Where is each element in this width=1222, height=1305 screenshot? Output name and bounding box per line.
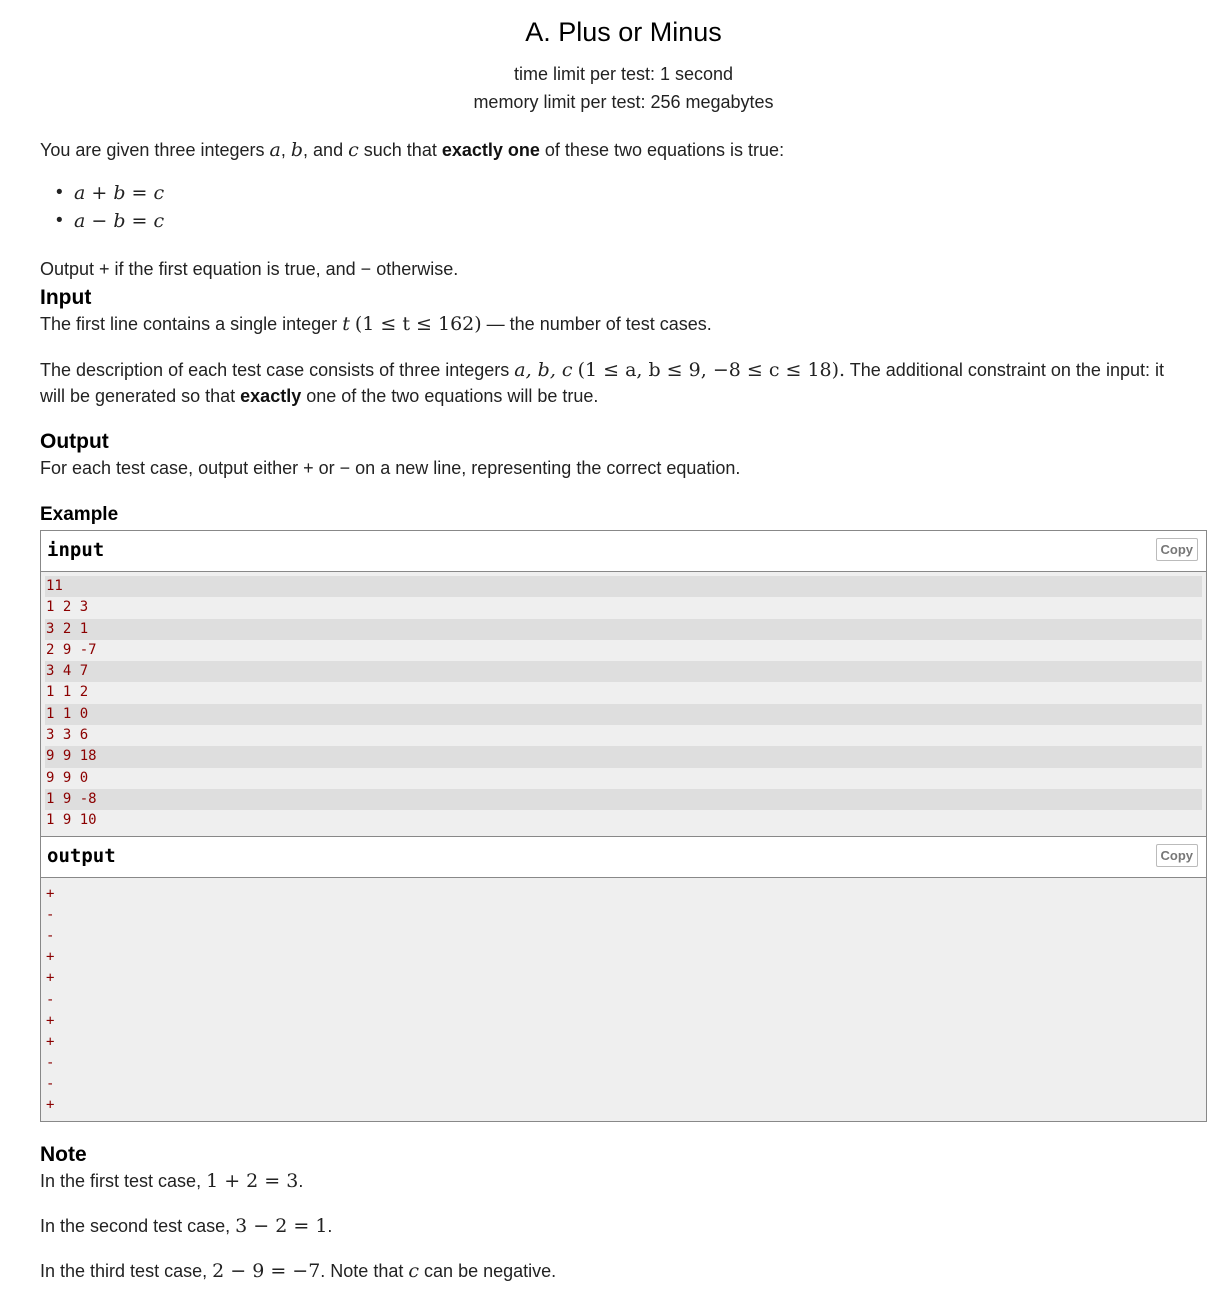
note-var-c: c	[408, 1259, 420, 1282]
output-label: output	[47, 844, 116, 867]
note-line3-mid: . Note that	[320, 1260, 404, 1281]
note-line3	[40, 1258, 1207, 1284]
equation-list	[40, 179, 1207, 235]
input-block	[41, 572, 1206, 836]
copy-output-button[interactable]: Copy	[1156, 844, 1199, 867]
note-line1: In the first test case, 1 + 2 = 3.	[40, 1169, 304, 1192]
input-line: 1 1 0	[45, 704, 1202, 725]
input-line1-prefix: The first line contains a single integer	[40, 314, 338, 334]
example-box	[40, 530, 1207, 1122]
note-line3-suffix: can be negative.	[424, 1260, 557, 1281]
input-line2-suffix: The additional constraint on the input: it	[849, 360, 1164, 380]
input-line: 3 2 1	[45, 619, 1202, 640]
equation-item: • a − b = c	[74, 207, 1207, 235]
equation-item: • a + b = c	[74, 179, 1207, 207]
output-line: +	[46, 885, 55, 902]
note-line2-prefix: In the second test case,	[40, 1215, 231, 1236]
input-header	[41, 531, 1206, 572]
input-line: 9 9 0	[46, 769, 89, 786]
input-line: 3 4 7	[45, 661, 1202, 682]
input-line2-prefix: The description of each test case consists of three integers	[40, 360, 510, 380]
input-line2	[40, 357, 1207, 409]
output-header	[41, 836, 1206, 878]
intro-text: You are given three integers a, b, and c such that exactly one of these two equations is true:	[40, 139, 785, 161]
example-heading: Example	[40, 504, 119, 525]
output-line: +	[46, 970, 55, 987]
output-rule: Output + if the first equation is true, and − otherwise.	[40, 259, 459, 279]
copy-input-button[interactable]: Copy	[1156, 538, 1199, 561]
intro-suffix: of these two equations is true:	[544, 140, 785, 160]
input-line1-suffix: — the number of test cases.	[486, 314, 712, 334]
output-line: +	[46, 949, 55, 966]
note-line2-math: 3 − 2 = 1	[235, 1214, 328, 1237]
note-line2: In the second test case, 3 − 2 = 1.	[40, 1214, 333, 1237]
input-line: 1 2 3	[46, 599, 89, 616]
input-label: input	[47, 539, 105, 561]
var-b: b	[290, 139, 304, 161]
note-heading: Note	[40, 1142, 87, 1166]
output-text: For each test case, output either + or − on a new line, representing the correct equation.	[40, 458, 741, 478]
abc-constraint: (1 ≤ a, b ≤ 9, −8 ≤ c ≤ 18).	[577, 359, 846, 381]
input-heading: Input	[40, 286, 92, 309]
time-limit: time limit per test: 1 second	[513, 64, 734, 84]
note-line3-math: 2 − 9 = −7	[212, 1259, 321, 1282]
output-line: +	[46, 1012, 55, 1029]
input-line: 3 3 6	[46, 727, 89, 744]
input-line2-bold: exactly	[240, 386, 302, 406]
input-line: 2 9 -7	[46, 641, 97, 658]
input-line2-end: one of the two equations will be true.	[306, 386, 599, 406]
input-line: 11	[45, 576, 1202, 597]
note-line3-prefix: In the third test case,	[40, 1260, 208, 1281]
t-constraint: (1 ≤ t ≤ 162)	[354, 313, 482, 335]
intro-mid: such that	[363, 140, 437, 160]
input-line2-cont: will be generated so that	[40, 386, 236, 406]
input-line: 1 9 -8	[45, 789, 1202, 810]
input-line: 9 9 18	[45, 746, 1202, 767]
output-line: -	[46, 1055, 55, 1072]
output-line: +	[46, 1033, 55, 1050]
note-line1-prefix: In the first test case,	[40, 1170, 202, 1191]
intro-bold: exactly one	[441, 140, 540, 160]
problem-title: A. Plus or Minus	[525, 17, 722, 47]
var-t: t	[342, 313, 350, 335]
vars-abc: a, b, c	[514, 359, 573, 381]
input-line: 1 1 2	[46, 684, 89, 701]
intro-prefix: You are given three integers	[40, 140, 265, 160]
output-line: -	[46, 1076, 55, 1093]
memory-limit: memory limit per test: 256 megabytes	[473, 92, 774, 112]
output-block	[41, 878, 1206, 1121]
input-line: 1 9 10	[46, 812, 97, 829]
output-line: -	[46, 991, 55, 1008]
input-line1	[40, 311, 1207, 337]
var-a: a	[269, 139, 281, 161]
output-heading: Output	[40, 430, 109, 453]
intro-and: and	[313, 140, 344, 160]
limits	[40, 60, 1207, 116]
problem-statement	[40, 0, 1207, 1284]
output-line: +	[46, 1097, 55, 1114]
note-line1-math: 1 + 2 = 3	[206, 1169, 299, 1192]
output-line: -	[46, 906, 55, 923]
output-line: -	[46, 927, 55, 944]
var-c: c	[348, 139, 359, 161]
